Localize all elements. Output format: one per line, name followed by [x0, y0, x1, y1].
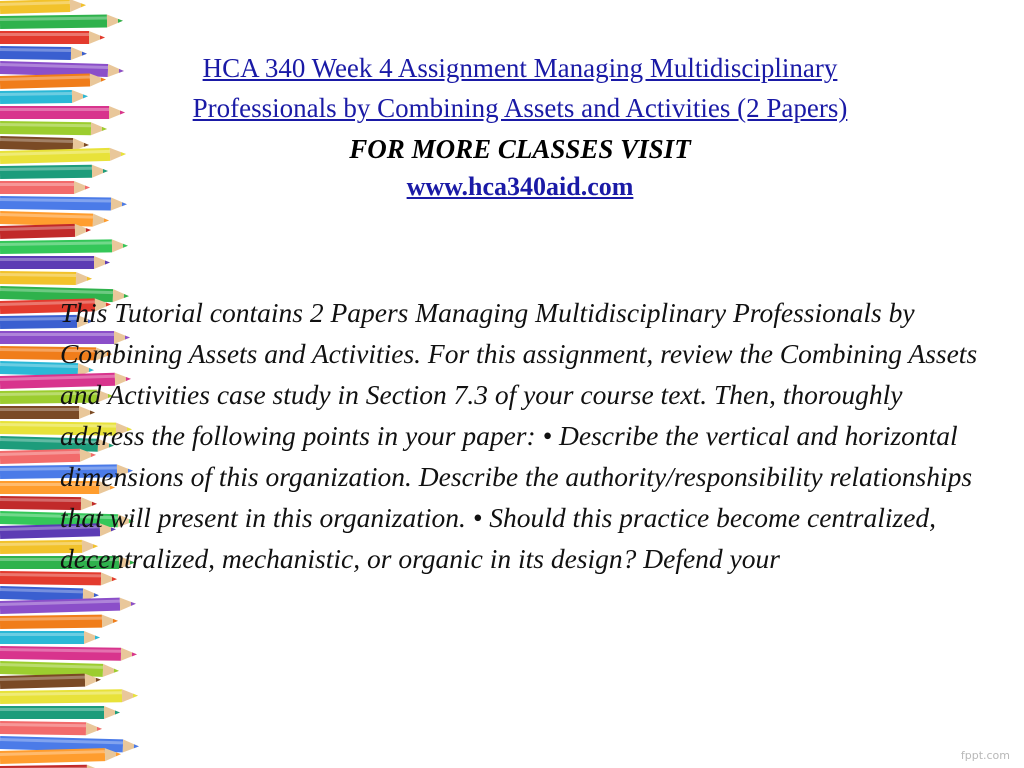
website-link[interactable]: www.hca340aid.com [406, 172, 634, 201]
body-paragraph: This Tutorial contains 2 Papers Managing Multidisciplinary Professionals by Combining Assets and Activities. For this assignment, review the Combining Assets and Activities case study in Section 7.3 of your course text. Then, thoroughly address the following points in your paper: • Describe the vertical and horizontal dimensions of this organization. Describe the authority/responsibility relationships that will present in this organization. • Should this practice become centralized, decentralized, mechanistic, or organic in its design? Defend your [60, 297, 978, 574]
title-link-line-1[interactable]: HCA 340 Week 4 Assignment Managing Multidisciplinary [202, 53, 838, 83]
watermark-text: fppt.com [960, 749, 1010, 762]
visit-text: FOR MORE CLASSES VISIT [349, 134, 691, 164]
title-link-line-2[interactable]: Professionals by Combining Assets and Activities (2 Papers) [192, 93, 848, 123]
title-block [90, 48, 950, 206]
